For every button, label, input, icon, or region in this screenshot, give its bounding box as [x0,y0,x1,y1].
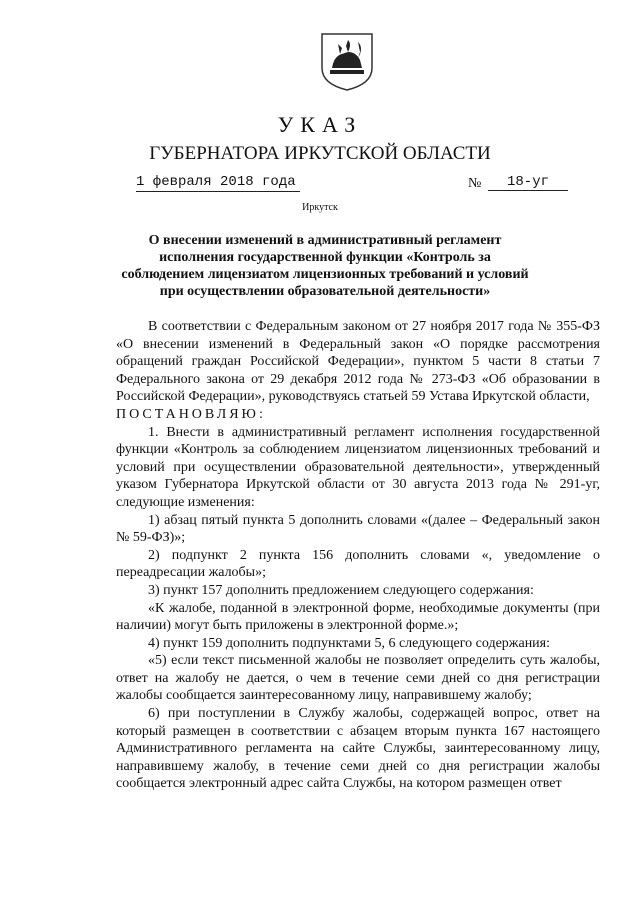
document-body [116,318,600,793]
irkutsk-coat-of-arms-icon [318,30,376,92]
decree-keyword: ПОСТАНОВЛЯЮ: [116,406,266,422]
decree-number: 18-уг [488,174,568,191]
decree-date: 1 февраля 2018 года [136,174,300,192]
paragraph-item-1: 1. Внести в административный регламент исполнения государственной функции «Контроль за соблюдением лицензиатом лицензионных требований и условий при осуществлении образовательной деятельности», утвержденный указом Губернатора Иркутской области от 30 августа 2013 года № 291-уг, следующие изменения: [116,424,600,510]
decree-title: УКАЗ [277,112,363,137]
paragraph-quote-3: 6) при поступлении в Службу жалобы, содержащей вопрос, ответ на который размещен в соответствии с абзацем вторым пункта 167 настоящего Административного регламента на сайте Службы, заинтересованному лицу, направившему жалобу, в течение семи дней со дня регистрации жалобы сообщается электронный адрес сайта Службы, на котором размещен ответ [116,706,600,792]
city-name: Иркутск [302,202,338,213]
paragraph-quote-1: «К жалобе, поданной в электронной форме, необходимые документы (при наличии) могут быть приложены в электронной форме.»; [116,600,600,634]
paragraph-change-2: 2) подпункт 2 пункта 156 дополнить словами «, уведомление о переадресации жалобы»; [116,547,600,581]
decree-issuer: ГУБЕРНАТОРА ИРКУТСКОЙ ОБЛАСТИ [149,143,491,164]
preamble-paragraph: В соответствии с Федеральным законом от 27 ноября 2017 года № 355-ФЗ «О внесении изменений в Федеральный закон «О порядке рассмотрения обращений граждан Российской Федерации», пунктом 5 части 8 статьи 7 Федерального закона от 29 декабря 2012 года № 273-ФЗ «Об образовании в Российской Федерации», руководствуясь статьей 59 Устава Иркутской области, [116,319,600,405]
paragraph-change-4: 4) пункт 159 дополнить подпунктами 5, 6 следующего содержания: [148,635,551,651]
paragraph-change-3: 3) пункт 157 дополнить предложением следующего содержания: [148,582,534,598]
number-label: № [468,176,482,191]
paragraph-quote-2: «5) если текст письменной жалобы не позволяет определить суть жалобы, ответ на жалобу не дается, о чем в течение семи дней со дня регистрации жалобы сообщается заинтересованному лицу, направившему жалобу; [116,653,600,704]
document-heading: О внесении изменений в административный регламент исполнения государственной функции «Контроль за соблюдением лицензиатом лицензионных требований и условий при осуществлении образовательной деятельности» [121,233,529,299]
paragraph-change-1: 1) абзац пятый пункта 5 дополнить словами «(далее – Федеральный закон № 59-ФЗ)»; [116,512,600,546]
